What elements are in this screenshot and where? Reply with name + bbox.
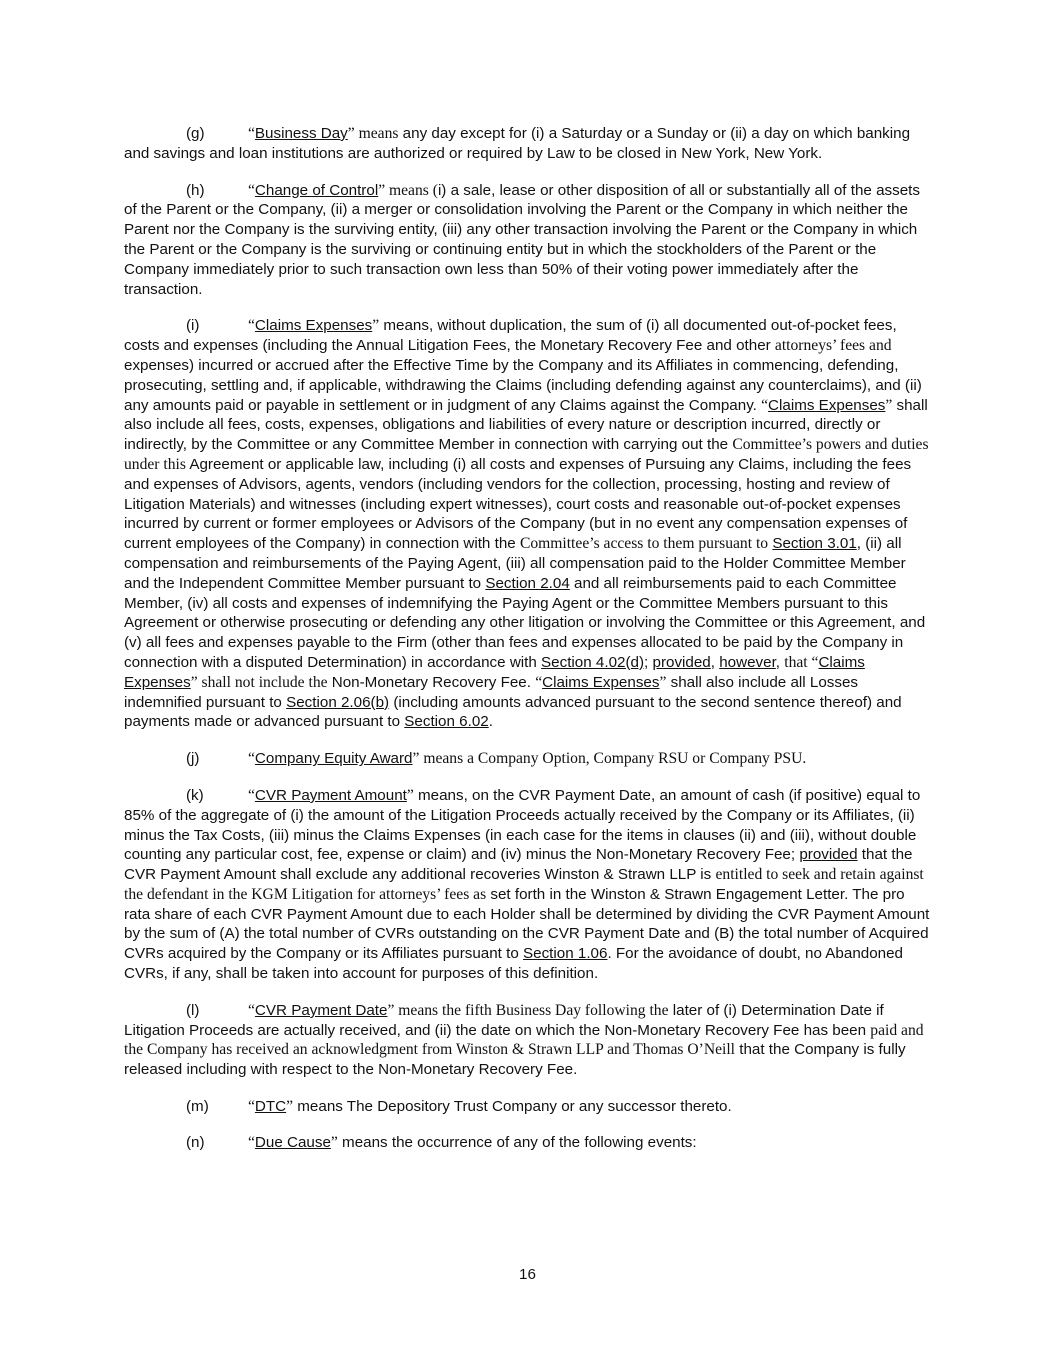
definition-label: (g) [186, 125, 205, 142]
defined-term: Section 1.06 [523, 945, 608, 963]
defined-term: however [719, 653, 776, 671]
definition-text: . [488, 713, 493, 731]
definition-text: “ [535, 673, 543, 691]
definition-text: “ [248, 1098, 255, 1116]
definition-text: ” [885, 396, 893, 414]
definition-m [124, 1097, 932, 1117]
definition-text: ” means the fifth Business Day following the [387, 1001, 669, 1019]
defined-term: CVR Payment Date [254, 1001, 388, 1019]
definition-text: entitled to seek and retain against the defendant in the KGM Litigation for attorneys’ fees as [124, 866, 924, 903]
defined-term: Change of Control [254, 181, 379, 199]
definition-text: set forth in the Winston & Strawn Engagement Letter. The pro rata share of each CVR Payment Amount due to each Holder shall be determined by dividing the CVR Payment Amount by the sum of (A) the total number of CVRs outstanding on the CVR Payment Date and (B) the total number of Acquired CVRs acquired by the Company or its Affiliates pursuant to [124, 885, 930, 963]
definition-text: Committee’s access to them pursuant to [519, 535, 769, 553]
definition-g [124, 124, 932, 164]
definition-text: (including amounts advanced pursuant to the second sentence thereof) and payments made or advanced pursuant to [124, 693, 902, 731]
defined-term: Due Cause [254, 1133, 331, 1151]
definition-j [124, 749, 932, 769]
definition-text: Committee’s powers and duties under this [124, 436, 929, 473]
definition-text: i) a sale, lease or other disposition of all or substantially all of the assets of the Parent or the Company, (ii) a merger or consolidation involving the Parent or the Company in which neither the Parent nor the Company is the surviving entity, (iii) any other transaction involving the Parent or the Company in which the Parent or the Company is the surviving or continuing entity but in which the stockholders of the Parent or the Company immediately prior to such transaction own less than 50% of their voting power immediately after the transaction. [124, 181, 920, 298]
defined-term: DTC [254, 1098, 287, 1116]
definition-text: ” [330, 1133, 338, 1151]
definition-text: “ [248, 181, 255, 199]
definition-text: ” means a Company Option, Company RSU or Company PSU. [412, 750, 807, 768]
definition-label: (i) [186, 317, 200, 335]
defined-term: Section 2.06(b) [286, 693, 390, 711]
definition-text: means The Depository Trust Company or any successor thereto. [293, 1098, 732, 1116]
definition-text: attorneys’ fees and [774, 337, 892, 355]
definition-label: (h) [186, 181, 205, 199]
definition-text: ; [644, 653, 653, 671]
defined-term: Company Equity Award [254, 750, 413, 768]
definition-text: Non-Monetary Recovery Fee. [327, 673, 536, 691]
definition-label: (j) [186, 750, 200, 768]
definition-text: later of (i) Determination Date if Litigation Proceeds are actually received, and (ii) the date on which the Non-Monetary Recovery Fee has been [124, 1001, 884, 1039]
definition-k [124, 786, 932, 984]
definition-text: ” means ( [378, 181, 438, 199]
definition-text: means the occurrence of any of the following events: [337, 1133, 697, 1151]
definition-text: “ [248, 1133, 255, 1151]
defined-term: CVR Payment Amount [254, 786, 407, 804]
defined-term: Claims Expenses [254, 317, 373, 335]
defined-term: Claims Expenses [124, 653, 865, 691]
definition-label: (l) [186, 1001, 200, 1019]
definition-label: (k) [186, 786, 204, 804]
definition-text: that the CVR Payment Amount shall exclude any additional recoveries Winston & Strawn LLP is [124, 846, 913, 884]
definition-text: “ [761, 396, 769, 414]
defined-term: provided [652, 653, 711, 671]
definition-text: means, without duplication, the sum of (i) all documented out-of-pocket fees, costs and expenses (including the Annual Litigation Fees, the Monetary Recovery Fee and other [124, 317, 897, 355]
defined-term: provided [799, 846, 858, 864]
definition-label: (m) [186, 1098, 209, 1116]
definition-text: ” [286, 1098, 294, 1116]
definition-text: “ [248, 317, 255, 335]
definition-text: any day except for (i) a Saturday or a Sunday or (ii) a day on which banking and savings and loan institutions are authorized or required by Law to be closed in New York, New York. [124, 125, 911, 162]
definition-l [124, 1001, 932, 1080]
defined-term: Section 6.02 [404, 713, 489, 731]
definition-text: “ [248, 125, 255, 142]
definition-text: “ [248, 1001, 255, 1019]
definition-text: that the Company is fully released including with respect to the Non-Monetary Recovery Fee. [124, 1041, 906, 1079]
definition-text: Agreement or applicable law, including (i) all costs and expenses of Pursuing any Claims, including the fees and expenses of Advisors, agents, vendors (including vendors for the collection, processing, hosting and review of Litigation Materials) and witnesses (including expert witnesses), court costs and reasonable out-of-pocket expenses incurred by current or former employees or Advisors of the Company (but in no event any compensation expenses of current employees of the Company) in connection with the [124, 455, 912, 553]
defined-term: Claims Expenses [768, 396, 886, 414]
defined-term: Section 3.01 [772, 535, 857, 553]
definition-text: shall also include all fees, costs, expenses, obligations and liabilities of every nature or description incurred, directly or indirectly, by the Committee or any Committee Member in connection with carrying out the [124, 396, 928, 454]
definition-text: ” means [347, 125, 399, 142]
definition-text: shall also include all Losses indemnified pursuant to [124, 673, 859, 711]
definition-label: (n) [186, 1133, 205, 1151]
definition-text: “ [248, 750, 255, 768]
definition-text: that “ [784, 653, 819, 671]
definition-text: . For the avoidance of doubt, no Abandoned CVRs, if any, shall be taken into account for purposes of this definition. [124, 945, 903, 983]
definition-text: , (ii) all compensation and reimbursements of the Paying Agent, (iii) all compensation paid to the Holder Committee Member and the Independent Committee Member pursuant to [124, 535, 906, 592]
definition-text: , [775, 653, 785, 671]
definition-h [124, 181, 932, 300]
defined-term: Business Day [254, 125, 348, 142]
defined-term: Claims Expenses [542, 673, 660, 691]
definition-text: expenses) incurred or accrued after the Effective Time by the Company and its Affiliates in commencing, defending, prosecuting, settling and, if applicable, withdrawing the Claims (including defending against any counterclaims), and (ii) any amounts paid or payable in settlement or in judgment of any Claims against the Company. [124, 356, 922, 414]
definition-text: ” [372, 317, 380, 335]
definition-text: ” [659, 673, 667, 691]
definition-text: “ [248, 786, 255, 804]
defined-term: Section 2.04 [485, 574, 570, 592]
definition-n [124, 1133, 932, 1153]
definition-i [124, 316, 932, 732]
definition-text: , [710, 653, 720, 671]
defined-term: Section 4.02(d) [541, 653, 645, 671]
definition-text: paid and the Company has received an acknowledgment from Winston & Strawn LLP and Thomas O’Neill [124, 1021, 924, 1059]
definition-text: ” [406, 786, 414, 804]
page-number: 16 [519, 1266, 536, 1283]
definition-text: means, on the CVR Payment Date, an amount of cash (if positive) equal to 85% of the aggregate of (i) the amount of the Litigation Proceeds actually received by the Company or its Affiliates, (ii) minus the Tax Costs, (iii) minus the Claims Expenses (in each case for the items in clauses (ii) and (iii), without double counting any particular cost, fee, expense or claim) and (iv) minus the Non-Monetary Recovery Fee; [124, 786, 921, 864]
document-page [124, 124, 932, 1169]
definition-text: and all reimbursements paid to each Committee Member, (iv) all costs and expenses of indemnifying the Paying Agent or the Committee Members pursuant to this Agreement or otherwise prosecuting or defending any other litigation or involving the Committee or this Agreement, and (v) all fees and expenses payable to the Firm (other than fees and expenses allocated to be paid by the Company in connection with a disputed Determination) in accordance with [124, 574, 926, 671]
definition-text: ” shall not include the [190, 673, 328, 691]
